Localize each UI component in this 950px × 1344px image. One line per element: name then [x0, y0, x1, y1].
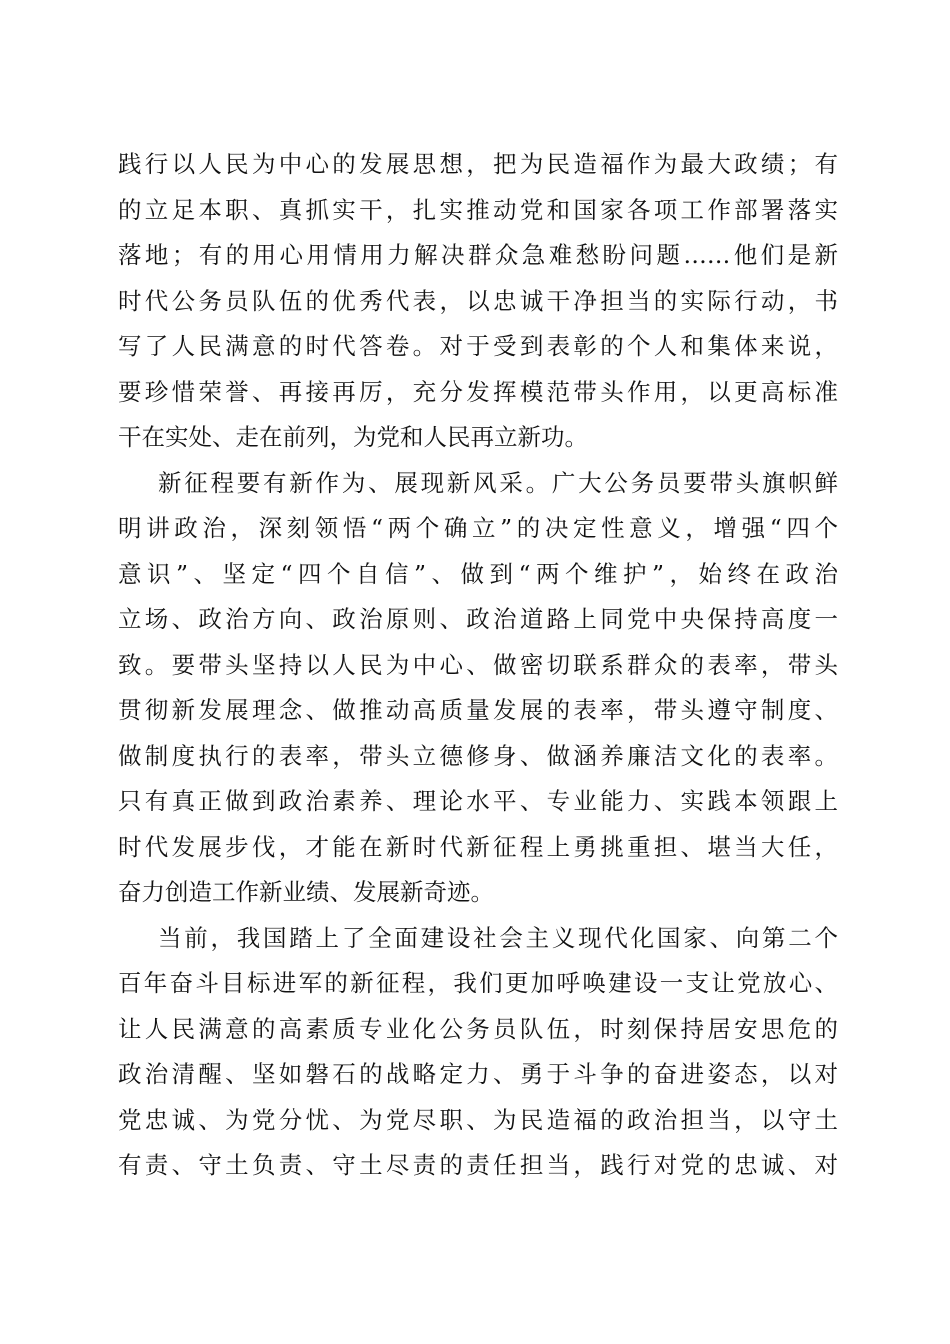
text-line: 百年奋斗目标进军的新征程，我们更加呼唤建设一支让党放心、 — [118, 969, 838, 997]
text-line: 干在实处、走在前列，为党和人民再立新功。 — [118, 423, 588, 451]
text-line: 党忠诚、为党分忧、为党尽职、为民造福的政治担当，以守土 — [118, 1105, 838, 1134]
text-line: 明讲政治，深刻领悟“两个确立”的决定性意义，增强“四个 — [118, 514, 838, 542]
paragraph-3 — [118, 916, 838, 1189]
text-line: 要珍惜荣誉、再接再厉，充分发挥模范带头作用，以更高标准 — [118, 377, 838, 406]
text-line: 做制度执行的表率，带头立德修身、做涵养廉洁文化的表率。 — [118, 741, 838, 770]
text-line: 致。要带头坚持以人民为中心、做密切联系群众的表率，带头 — [118, 650, 838, 679]
text-line: 有责、守土负责、守土尽责的责任担当，践行对党的忠诚、对 — [118, 1151, 838, 1179]
text-line: 当前，我国踏上了全面建设社会主义现代化国家、向第二个 — [158, 923, 838, 952]
text-line: 贯彻新发展理念、做推动高质量发展的表率，带头遵守制度、 — [118, 696, 838, 724]
text-line: 让人民满意的高素质专业化公务员队伍，时刻保持居安思危的 — [118, 1014, 838, 1043]
text-line: 践行以人民为中心的发展思想，把为民造福作为最大政绩；有 — [118, 150, 838, 178]
text-line: 新征程要有新作为、展现新风采。广大公务员要带头旗帜鲜 — [158, 468, 838, 497]
text-line: 的立足本职、真抓实干，扎实推动党和国家各项工作部署落实 — [118, 195, 838, 224]
text-line: 奋力创造工作新业绩、发展新奇迹。 — [118, 878, 494, 906]
paragraph-2 — [118, 461, 838, 916]
text-line: 立场、政治方向、政治原则、政治道路上同党中央保持高度一 — [118, 605, 838, 633]
paragraph-1 — [118, 142, 838, 461]
document-body — [118, 142, 838, 1189]
text-line: 政治清醒、坚如磐石的战略定力、勇于斗争的奋进姿态，以对 — [118, 1060, 838, 1088]
text-line: 落地；有的用心用情用力解决群众急难愁盼问题……他们是新 — [118, 241, 838, 269]
text-line: 只有真正做到政治素养、理论水平、专业能力、实践本领跟上 — [118, 787, 838, 815]
text-line: 写了人民满意的时代答卷。对于受到表彰的个人和集体来说， — [118, 332, 838, 360]
text-line: 意识”、坚定“四个自信”、做到“两个维护”，始终在政治 — [118, 559, 838, 588]
text-line: 时代公务员队伍的优秀代表，以忠诚干净担当的实际行动，书 — [118, 286, 838, 315]
text-line: 时代发展步伐，才能在新时代新征程上勇挑重担、堪当大任， — [118, 832, 838, 861]
